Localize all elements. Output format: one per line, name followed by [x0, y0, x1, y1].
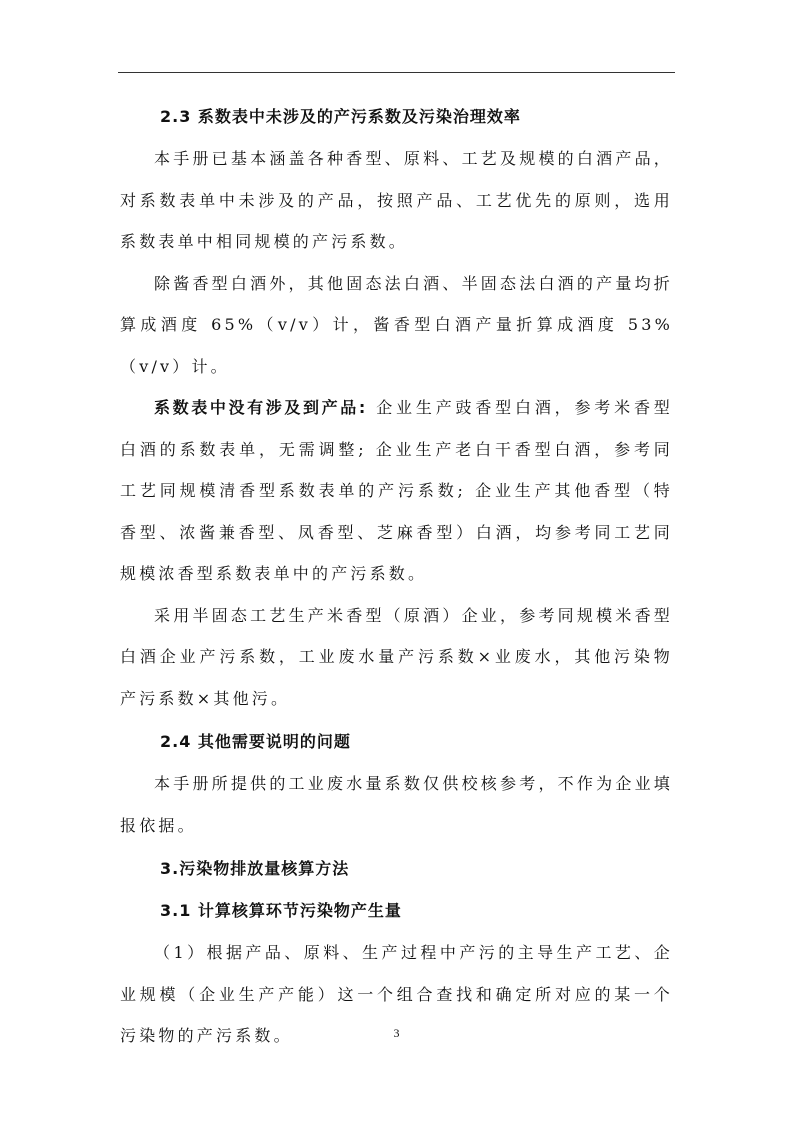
section-2-4-heading: 2.4 其他需要说明的问题 — [160, 732, 351, 751]
section-3-1-heading: 3.1 计算核算环节污染物产生量 — [160, 901, 402, 920]
paragraph-body: 企业生产豉香型白酒，参考米香型白酒的系数表单，无需调整; 企业生产老白干香型白酒，参考同工艺同规模清香型系数表单的产污系数; 企业生产其他香型（特香型、浓酱兼香型、凤香型、芝麻香型）白酒，均参考同工艺同规模浓香型系数表单中的产污系数。 — [120, 398, 673, 583]
section-2-3-paragraph-2: 除酱香型白酒外，其他固态法白酒、半固态法白酒的产量均折算成酒度 65%（v/v）计，酱香型白酒产量折算成酒度 53%（v/v）计。 — [120, 273, 673, 376]
section-2-3-paragraph-4: 采用半固态工艺生产米香型（原酒）企业，参考同规模米香型白酒企业产污系数，工业废水量产污系数×业废水，其他污染物产污系数×其他污。 — [120, 605, 673, 708]
section-3-1-paragraph-1: （1）根据产品、原料、生产过程中产污的主导生产工艺、企业规模（企业生产产能）这一个组合查找和确定所对应的某一个污染物的产污系数。 — [120, 943, 673, 1045]
page-body — [120, 96, 673, 1057]
section-2-4-paragraph-1: 本手册所提供的工业废水量系数仅供校核参考，不作为企业填报依据。 — [120, 774, 673, 835]
section-2-3-heading: 2.3 系数表中未涉及的产污系数及污染治理效率 — [160, 107, 521, 126]
paragraph-lead-label: 系数表中没有涉及到产品: — [154, 398, 368, 417]
header-rule — [118, 72, 675, 73]
section-2-3-paragraph-3 — [120, 387, 673, 595]
section-2-3-paragraph-1: 本手册已基本涵盖各种香型、原料、工艺及规模的白酒产品，对系数表单中未涉及的产品，按照产品、工艺优先的原则，选用系数表单中相同规模的产污系数。 — [120, 149, 673, 251]
page-number: 3 — [393, 1026, 400, 1040]
section-3-heading: 3.污染物排放量核算方法 — [160, 859, 350, 878]
